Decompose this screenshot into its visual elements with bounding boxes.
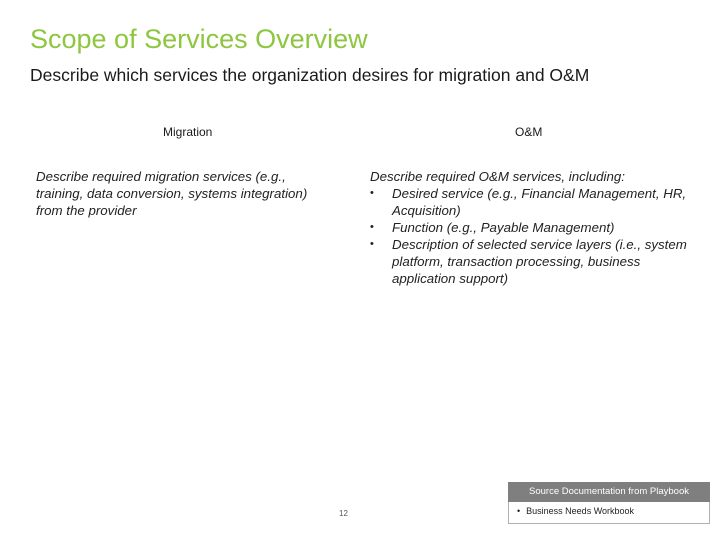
source-documentation-header: Source Documentation from Playbook xyxy=(508,482,710,502)
om-column-header: O&M xyxy=(515,125,543,139)
om-bullet-list xyxy=(370,185,690,287)
bullet-icon: • xyxy=(370,187,374,199)
om-bullet-text: Desired service (e.g., Financial Management, HR, Acquisition) xyxy=(392,186,687,218)
om-bullet-text: Function (e.g., Payable Management) xyxy=(392,220,615,235)
slide-subtitle: Describe which services the organization desires for migration and O&M xyxy=(30,65,590,85)
om-bullet-item xyxy=(370,219,690,236)
page-number: 12 xyxy=(339,509,348,518)
bullet-icon: • xyxy=(370,238,374,250)
migration-column-header: Migration xyxy=(163,125,213,139)
om-intro: Describe required O&M services, including: xyxy=(370,169,625,184)
bullet-icon: • xyxy=(517,506,521,516)
om-description xyxy=(370,168,690,287)
om-bullet-item xyxy=(370,185,690,219)
source-documentation-list xyxy=(508,502,710,524)
migration-description: Describe required migration services (e.g., training, data conversion, systems integration) from the provider xyxy=(36,169,308,218)
bullet-icon: • xyxy=(370,221,374,233)
om-bullet-item xyxy=(370,236,690,287)
source-item: Business Needs Workbook xyxy=(526,506,635,516)
om-bullet-text: Description of selected service layers (i.e., system platform, transaction processing, business application support) xyxy=(392,237,687,286)
slide-title: Scope of Services Overview xyxy=(30,24,368,54)
